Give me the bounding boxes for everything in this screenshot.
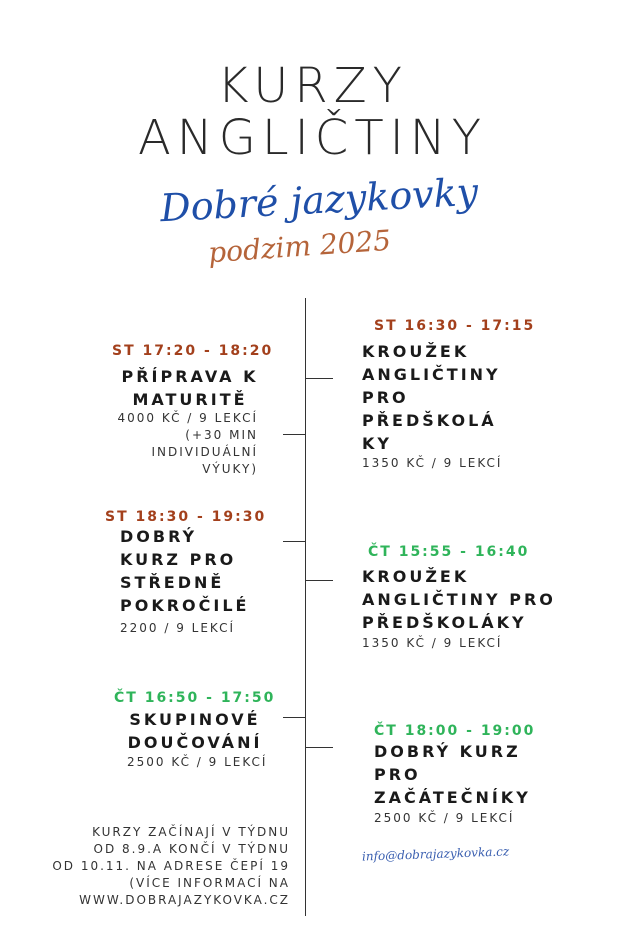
timeline-line [305, 298, 306, 916]
timeline-tick [305, 580, 333, 581]
course-title: KROUŽEK ANGLIČTINY PRO PŘEDŠKOLÁ KY [362, 342, 501, 453]
course-title: KROUŽEK ANGLIČTINY PRO PŘEDŠKOLÁKY [362, 567, 556, 632]
course-title: SKUPINOVÉ DOUČOVÁNÍ [127, 710, 263, 752]
timeline-tick [305, 378, 333, 379]
timeline-tick [283, 434, 305, 435]
brand-name: Dobré jazykovky [159, 169, 480, 231]
course-time: ČT 16:50 - 17:50 [114, 690, 276, 706]
season-label: podzim 2025 [207, 223, 393, 270]
course-price: 1350 KČ / 9 LEKCÍ [362, 636, 503, 650]
footer-info: KURZY ZAČÍNAJÍ V TÝDNU OD 8.9.A KONČÍ V TÝDNU OD 10.11. NA ADRESE ČEPÍ 19 (VÍCE INFORMACÍ NA WWW.DOBRAJAZYKOVKA.CZ [20, 824, 290, 909]
course-title: PŘÍPRAVA K MATURITĚ [121, 367, 259, 409]
timeline-tick [283, 541, 305, 542]
title-line-2: ANGLIČTINY [137, 110, 488, 166]
course-title: DOBRÝ KURZ PRO STŘEDNĚ POKROČILÉ [120, 527, 250, 615]
title-line-1: KURZY [217, 58, 408, 114]
course-price: 2200 / 9 LEKCÍ [120, 621, 236, 635]
course-time: ST 17:20 - 18:20 [112, 343, 274, 359]
website-link[interactable]: WWW.DOBRAJAZYKOVKA.CZ [79, 893, 290, 907]
course-price: 4000 KČ / 9 LEKCÍ (+30 MIN INDIVIDUÁLNÍ VÝUKY) [117, 411, 258, 476]
course-price: 2500 KČ / 9 LEKCÍ [374, 811, 515, 825]
course-price: 2500 KČ / 9 LEKCÍ [127, 755, 268, 769]
course-time: ST 16:30 - 17:15 [374, 318, 536, 334]
course-time: ČT 15:55 - 16:40 [368, 544, 530, 560]
course-price: 1350 KČ / 9 LEKCÍ [362, 456, 503, 470]
course-time: ČT 18:00 - 19:00 [374, 723, 536, 739]
course-title: DOBRÝ KURZ PRO ZAČÁTEČNÍKY [374, 742, 531, 807]
email-link[interactable]: info@dobrajazykovka.cz [361, 844, 510, 864]
timeline-tick [305, 747, 333, 748]
course-time: ST 18:30 - 19:30 [105, 509, 267, 525]
